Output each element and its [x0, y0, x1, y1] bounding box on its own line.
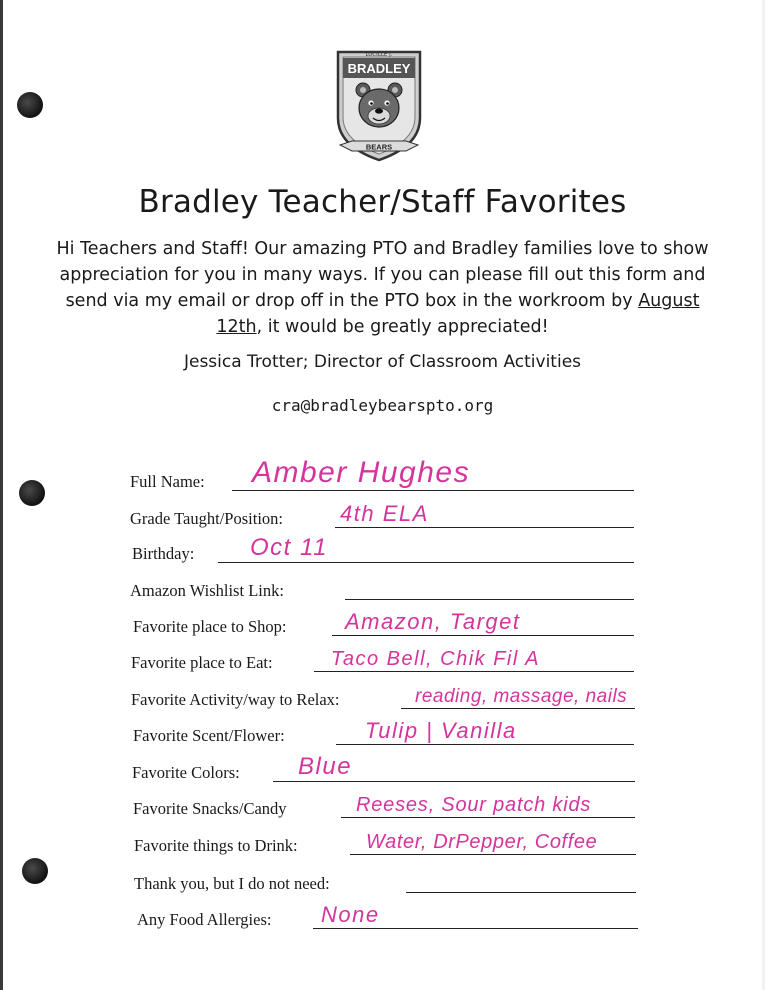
field-answer: None: [321, 902, 380, 927]
field-line: [350, 854, 636, 855]
field-answer: Water, DrPepper, Coffee: [366, 831, 598, 853]
field-full-name: [130, 456, 640, 496]
field-label: Favorite place to Eat:: [131, 653, 273, 672]
field-favorite-scent: [133, 720, 640, 750]
field-do-not-need: [134, 868, 640, 898]
field-label: Amazon Wishlist Link:: [130, 581, 284, 600]
field-answer: reading, massage, nails: [415, 686, 628, 707]
field-line: [218, 562, 634, 563]
field-favorite-colors: [132, 753, 640, 787]
contact-email: cra@bradleybearspto.org: [271, 396, 494, 415]
logo-banner: BEARS: [365, 142, 393, 152]
field-answer: Amazon, Target: [345, 609, 521, 634]
field-line: [232, 490, 634, 491]
field-line: [332, 635, 634, 636]
logo-top-text: LUCILLE J.: [365, 51, 393, 58]
field-label: Any Food Allergies:: [137, 910, 272, 929]
bradley-bears-logo: [334, 48, 424, 170]
due-date: August 12th: [216, 291, 700, 337]
field-food-allergies: [137, 904, 640, 934]
field-label: Thank you, but I do not need:: [134, 874, 330, 893]
field-line: [314, 671, 634, 672]
field-label: Favorite Colors:: [132, 763, 240, 782]
page-title: Bradley Teacher/Staff Favorites: [138, 184, 627, 220]
field-birthday: [132, 534, 640, 568]
intro-paragraph: [40, 236, 725, 340]
field-label: Favorite Scent/Flower:: [133, 726, 285, 745]
field-grade-position: [130, 503, 640, 533]
field-answer: Amber Hughes: [252, 456, 471, 489]
field-answer: Reeses, Sour patch kids: [356, 794, 592, 816]
field-favorite-shop: [133, 611, 640, 641]
director-line: Jessica Trotter; Director of Classroom Activities: [183, 352, 582, 372]
field-line: [406, 892, 636, 893]
field-favorite-relax: [131, 684, 641, 714]
punch-hole-top: [17, 92, 43, 118]
field-line: [335, 527, 634, 528]
field-label: Full Name:: [130, 472, 205, 491]
punch-hole-middle: [19, 480, 45, 506]
field-line: [341, 817, 635, 818]
field-line: [313, 928, 638, 929]
field-label: Favorite place to Shop:: [133, 617, 287, 636]
field-line: [345, 599, 634, 600]
scan-edge-left: [0, 0, 3, 990]
field-line: [273, 781, 635, 782]
field-answer: Blue: [298, 753, 353, 780]
field-label: Favorite things to Drink:: [134, 836, 298, 855]
field-label: Birthday:: [132, 544, 195, 563]
field-amazon-wishlist: [130, 575, 640, 605]
punch-hole-bottom: [22, 858, 48, 884]
field-favorite-snacks: [133, 793, 640, 823]
field-label: Grade Taught/Position:: [130, 509, 283, 528]
field-favorite-eat: [131, 647, 640, 677]
field-answer: Taco Bell, Chik Fil A: [331, 648, 540, 670]
field-line: [336, 744, 634, 745]
field-answer: Tulip | Vanilla: [365, 718, 517, 743]
field-answer: Oct 11: [250, 534, 328, 561]
logo-name: BRADLEY: [347, 61, 411, 76]
field-label: Favorite Activity/way to Relax:: [131, 690, 340, 709]
field-line: [401, 708, 635, 709]
field-answer: 4th ELA: [340, 501, 429, 526]
field-favorite-drink: [134, 830, 640, 860]
field-label: Favorite Snacks/Candy: [133, 799, 287, 818]
intro-text-2: , it would be greatly appreciated!: [256, 317, 549, 337]
intro-text-1: Hi Teachers and Staff! Our amazing PTO and Bradley families love to show appreciation for you in many ways. If you can please fill out this form and send via my email or drop off in the PTO box in the workroom by: [56, 239, 709, 311]
